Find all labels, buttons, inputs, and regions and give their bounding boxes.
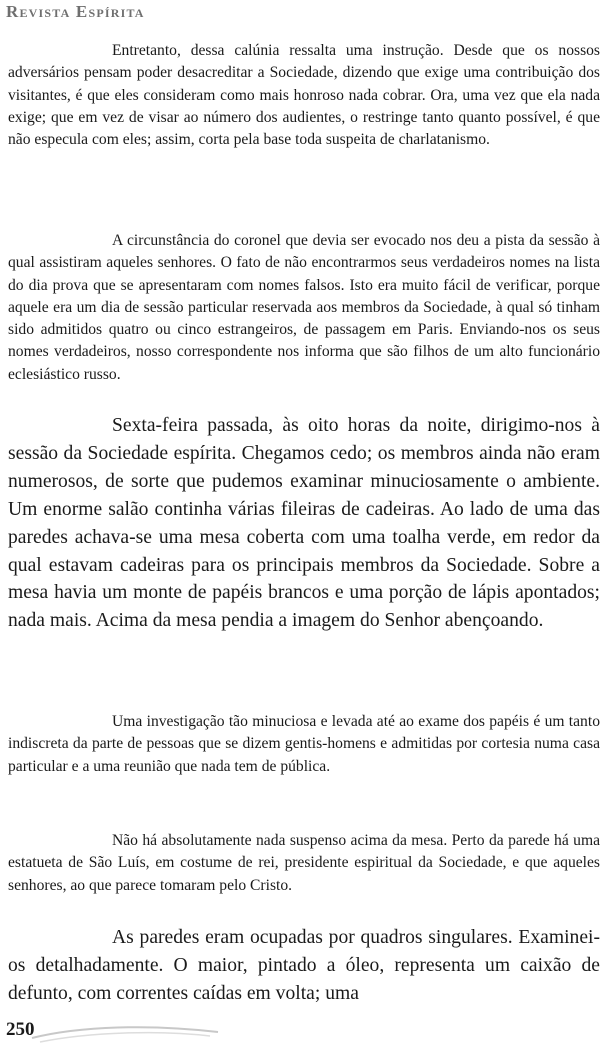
paragraph-commentary-4: Não há absolutamente nada suspenso acima da mesa. Perto da parede há uma estatueta de São Luís, em costume de rei, presidente espiritual da Sociedade, e que aqueles senhores, ao que parece tomaram pelo Cristo. xyxy=(8,832,600,894)
paragraph-quoted-letter-2: As paredes eram ocupadas por quadros singulares. Examinei-os detalhadamente. O maior, pintado a óleo, representa um caixão de defunto, com correntes caídas em volta; uma xyxy=(8,927,600,1004)
paragraph-commentary-1: Entretanto, dessa calúnia ressalta uma instrução. Desde que os nossos adversários pensam poder desacreditar a Sociedade, dizendo que exige uma contribuição dos visitantes, é que eles consideram como mais honroso nada cobrar. Ora, uma vez que ela nada exige; que em vez de visar ao número dos audientes, o restringe tanto quanto possível, é que não especula com eles; assim, corta pela base toda suspeita de charlatanismo. xyxy=(8,42,600,149)
paragraph-commentary-3: Uma investigação tão minuciosa e levada até ao exame dos papéis é um tanto indiscreta da parte de pessoas que se dizem gentis-homens e admitidas por cortesia numa casa particular e a uma reunião que nada tem de pública. xyxy=(8,713,600,775)
running-header: Revista Espírita xyxy=(6,2,145,21)
paragraph-quoted-letter-1: Sexta-feira passada, às oito horas da noite, dirigimo-nos à sessão da Sociedade espírita. Chegamos cedo; os membros ainda não eram numerosos, de sorte que pudemos examinar minuciosamente o ambiente. Um enorme salão continha várias fileiras de cadeiras. Ao lado de uma das paredes achava-se uma mesa coberta com uma toalha verde, em redor da qual estavam cadeiras para os principais membros da Sociedade. Sobre a mesa havia um monte de papéis brancos e uma porção de lápis apontados; nada mais. Acima da mesa pendia a imagem do Senhor abençoando. xyxy=(8,415,600,632)
paragraph-commentary-2: A circunstância do coronel que devia ser evocado nos deu a pista da sessão à qual assistiram aqueles senhores. O fato de não encontrarmos seus verdadeiros nomes na lista do dia prova que se apresentaram com nomes falsos. Isto era muito fácil de verificar, porque aquele era um dia de sessão particular reservada aos membros da Sociedade, à qual só tinham sido admitidos quatro ou cinco estrangeiros, de passagem em Paris. Enviando-nos os seus nomes verdadeiros, nosso correspondente nos informa que são filhos de um alto funcionário eclesiástico russo. xyxy=(8,232,600,383)
page-number: 250 xyxy=(6,1019,35,1040)
decorative-swoosh-icon xyxy=(30,1018,220,1044)
